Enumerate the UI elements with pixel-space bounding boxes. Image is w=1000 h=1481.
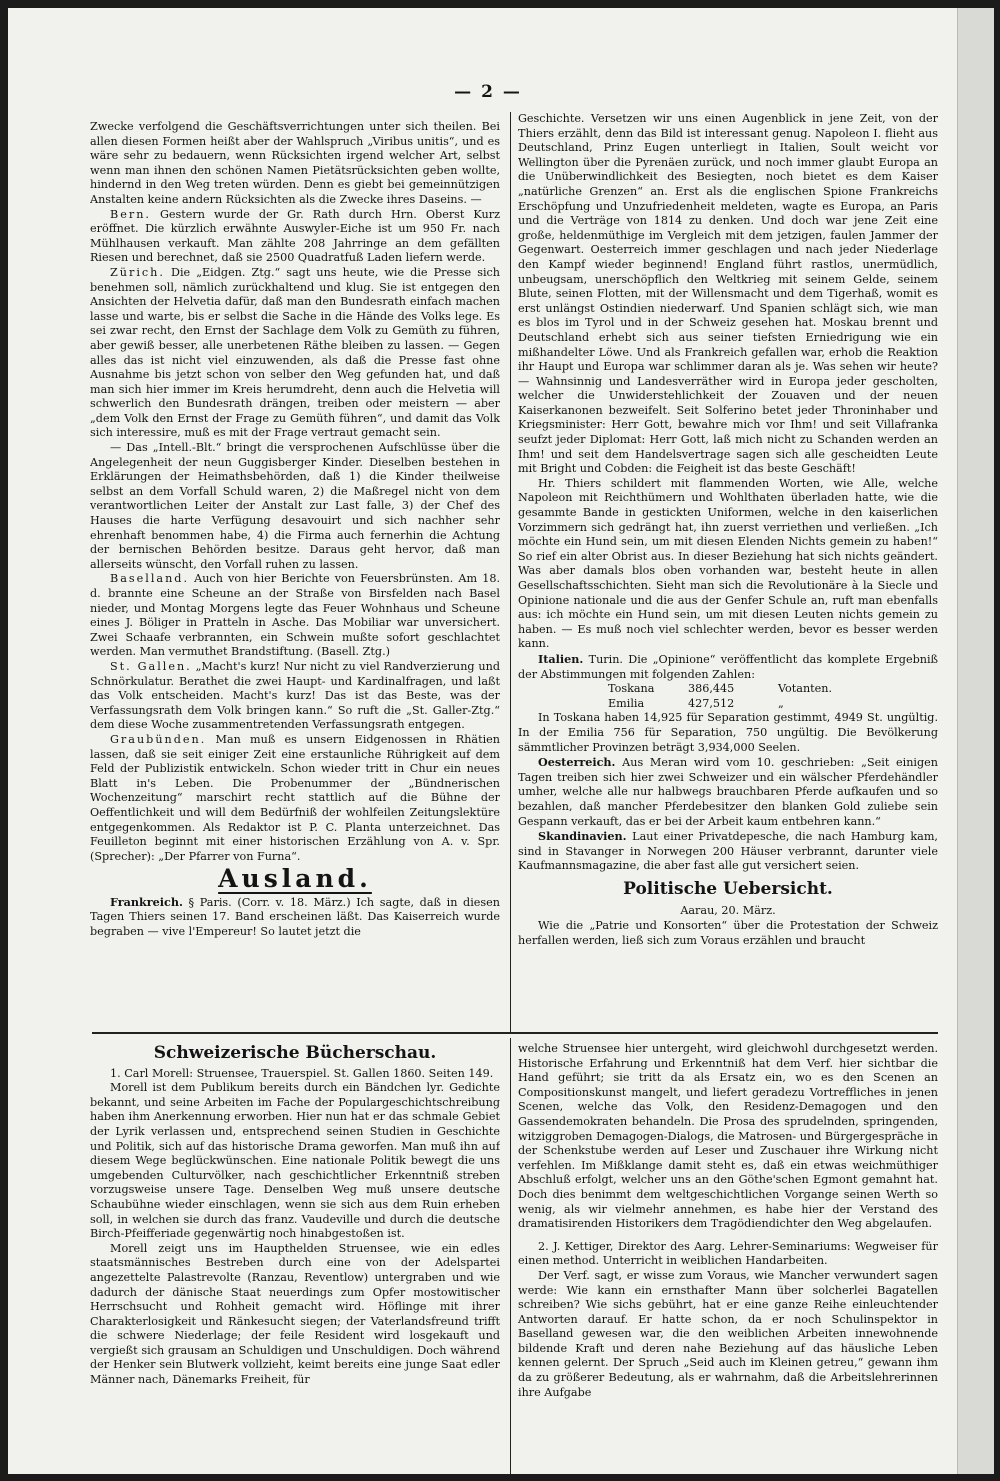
baselland-source: (Basell. Ztg.) (316, 645, 391, 659)
zuerich-place: Zürich. (110, 265, 165, 279)
italien-paragraph (518, 652, 938, 682)
intro-paragraph: Zwecke verfolgend die Geschäftsverrichtungen unter sich theilen. Bei allen diesen Formen heißt aber der Wahlspruch „Viribus unitis“, und es wäre sehr zu bedauern, wenn Rücksichten irgend welcher Art, selbst wenn man ihnen den schönen Namen Pietätsrücksichten geben wollte, hindernd in den Weg treten würden. Denn es giebt bei gemeinnützigen Anstalten keine andern Rücksichten als die Zwecke ihres Daseins. — (90, 120, 500, 206)
result-label: Votanten. (778, 682, 833, 696)
stgallen-place: St. Gallen. (110, 659, 192, 673)
skandinavien-paragraph (518, 829, 938, 874)
oesterreich-label: Oesterreich. (538, 755, 616, 770)
italien-text: Turin. Die „Opinione“ veröffentlicht das komplete Ergebniß der Abstimmungen mit folgenden Zahlen: (518, 652, 938, 681)
graubuenden-place: Graubünden. (110, 732, 207, 746)
result-label: „ (778, 696, 784, 710)
graubuenden-paragraph (90, 733, 500, 864)
stgallen-paragraph (90, 660, 500, 733)
geschichte-paragraph: Geschichte. Versetzen wir uns einen Augenblick in jene Zeit, von der Thiers erzählt, denn das Bild ist interessant genug. Napoleon I. flieht aus Deutschland, Prinz Eugen unterliegt in Italien, Soult weicht vor Wellington über die Pyrenäen zurück, und noch immer glaubt Europa an die Unüberwindlichkeit des Besiegten, noch bietet es dem Kaiser „natürliche Grenzen“ an. Erst als die englischen Spione Frankreichs Erschöpfung und Unzufriedenheit meldeten, wagte es Europa, an Paris und die Verträge von 1814 zu denken. Und doch war jene Zeit eine große, heldenmüthige im Vergleich mit dem jetzigen, faulen Jammer der Gegenwart. Oesterreich immer geschlagen und nach jeder Niederlage den Kampf wieder beginnend! England führt rastlos, unermüdlich, unbeugsam, unerschöpflich den Weltkrieg mit seinem Gelde, seinem Blute, seinen Flotten, mit der Willensmacht und dem Tigerhaß, womit es erst unlängst Ostindien niederwarf. Und Spanien schlägt sich, wie man es blos im Tyrol und in der Schweiz gesehen hat. Moskau brennt und Deutschland erhebt sich aus seiner tiefsten Erniedrigung wie ein mißhandelter Löwe. Und als Frankreich gefallen war, erhob die Reaktion ihr Haupt und Europa war schlimmer daran als je. Was sehen wir heute? — Wahnsinnig und Landesverräther wird in Europa jeder gescholten, welcher die Unwiderstehlichkeit der Zouaven und der neuen Kaiserkanonen bezweifelt. Seit Solferino betet jeder Throninhaber und Kriegsminister: Herr Gott, bewahre mich vor Ihm! und seit Villafranka seufzt jeder Diplomat: Herr Gott, laß mich nicht zu Schanden werden an Ihm! und seit dem Handelsvertrage sagen sich alle gescheidten Leute mit Bright und Cobden: die Feigheit ist das beste Geschäft! (518, 112, 938, 476)
result-region: Toskana (608, 682, 655, 696)
feuilleton-right-column (518, 1042, 938, 1468)
baselland-paragraph (90, 572, 500, 660)
newspaper-page (8, 8, 994, 1474)
item1-continuation: welche Struensee hier untergeht, wird gleichwohl durchgesetzt werden. Historische Erfahrung und Erkenntniß hat dem Verf. hier sichtbar die Hand geführt; sie tritt da als Ersatz ein, wo es den Scenen an Compositionskunst mangelt, und liefert geradezu Vortreffliches in jenen Scenen, welche das Volk, den Residenz-Demagogen und den Gassendemokraten behandeln. Die Prosa des sprudelnden, springenden, witziggroben Demagogen-Dialogs, die Matrosen- und Bürgergespräche in der Schenkstube werden auf Leser und Zuschauer ihre Wirkung nicht verfehlen. Im Mißklange damit steht es, daß ein etwas weichmüthiger Abschluß erfolgt, welcher uns an den Göthe'schen Egmont gemahnt hat. Doch dies benimmt dem weltgeschichtlichen Vorgange seinen Werth so wenig, als wir vielmehr annehmen, es habe hier der Verstand des dramatisirenden Historikers dem Tragödiendichter den Weg abgelaufen. (518, 1042, 938, 1231)
italien-results (518, 682, 938, 711)
frankreich-paragraph (90, 895, 500, 940)
ausland-heading: Ausland. (218, 864, 372, 894)
result-votes: 427,512 (688, 696, 735, 710)
intell-paragraph: — Das „Intell.-Blt.“ bringt die versprochenen Aufschlüsse über die Angelegenheit der neun Guggisberger Kinder. Dieselben bestehen in Erklärungen der Heimathsbehörden, daß 1) die Kinder theilweise selbst an dem Vorfall Schuld waren, 2) die Maßregel nicht von dem verantwortlichen Leiter der Anstalt zur Last falle, 3) der Chef des Hauses die harte Verfügung desavouirt und sich nachher sehr ehrenhaft benommen habe, 4) die Firma auch fernerhin die Achtung der bernischen Behörden besitze. Daraus geht hervor, daß man allerseits wünscht, den Vorfall ruhen zu lassen. (90, 441, 500, 571)
frankreich-text: § Paris. (Corr. v. 18. März.) Ich sagte, daß in diesen Tagen Thiers seinen 17. Band erscheinen läßt. Das Kaiserreich wurde begraben — vive l'Empereur! So lautet jetzt die (90, 895, 500, 939)
feuilleton-divider (92, 1032, 938, 1034)
column-divider (510, 112, 511, 1032)
stgallen-text: „Macht's kurz! Nur nicht zu viel Randverzierung und Schnörkulatur. Berathet die zwei Haupt- und Kardinalfragen, und laßt das Volk entscheiden. Macht's kurz! Das ist das Beste, was der Verfassungsrath dem Volk bringen kann.“ So ruft die „St. Galler-Ztg.“ dem diese Woche zusammentretenden Verfassungsrath entgegen. (90, 659, 500, 732)
feuilleton-heading: Schweizerische Bücherschau. (153, 1043, 437, 1063)
zuerich-paragraph (90, 266, 500, 441)
skandinavien-label: Skandinavien. (538, 829, 627, 844)
zuerich-text: Die „Eidgen. Ztg.“ sagt uns heute, wie die Presse sich benehmen soll, nämlich zurückhaltend und klug. Sie ist entgegen den Ansichten der Helvetia dafür, daß man den Bundesrath einfach machen lasse und warte, bis er selbst die Sache in die Hände des Volks lege. Es sei zwar recht, den Ernst der Sachlage dem Volk zu Gemüth zu führen, aber gewiß besser, alle unerbetenen Räthe bleiben zu lassen. — Gegen alles das ist nicht viel einzuwenden, als daß die Presse fast ohne Ausnahme bis jetzt schon von selber den Weg gefunden hat, und daß man sich hier immer im Kreis herumdreht, denn auch die Helvetia will schwerlich den Bundesrath drängen, treiben oder meistern — aber „dem Volk den Ernst der Frage zu Gemüth führen“, und damit das Volk sich interessire, muß es mit der Frage vertraut gemacht sein. (90, 265, 500, 440)
right-column (518, 112, 938, 1025)
baselland-text: Auch von hier Berichte von Feuersbrünsten. Am 18. d. brannte eine Scheune an der Straße von Birsfelden nach Basel nieder, und Montag Morgens legte das Feuer Wohnhaus und Scheune eines J. Böliger in Pratteln in Asche. Das Mobiliar war unversichert. Zwei Schaafe verbrannten, ein Schwein mußte sofort geschlachtet werden. Man vermuthet Brandstiftung. (90, 572, 500, 659)
bern-paragraph (90, 208, 500, 266)
result-votes: 386,445 (688, 682, 735, 696)
bern-text: Gestern wurde der Gr. Rath durch Hrn. Oberst Kurz eröffnet. Die kürzlich erwähnte Auswyler-Eiche ist um 950 Fr. nach Mühlhausen verkauft. Man zählte 208 Jahrringe an dem gefällten Riesen und berechnet, daß sie 2500 Quadratfuß Laden liefern werde. (90, 207, 500, 265)
item1-paragraph: Morell ist dem Publikum bereits durch ein Bändchen lyr. Gedichte bekannt, und seine Arbeiten im Fache der Populargeschichtschreibung haben ihm Anerkennung erworben. Hier nun hat er das schmale Gebiet der Lyrik verlassen und, entsprechend seinen Studien in Geschichte und Politik, sich auf das historische Drama geworfen. Man muß ihn auf diesem Wege beglückwünschen. Eine nationale Politik bewegt die uns umgebenden Culturvölker, nach geschichtlicher Erkenntniß streben vorzugsweise unsere Tage. Denselben Weg muß unsere deutsche Schaubühne wieder einschlagen, wenn sie sich aus dem Ruin erheben soll, in welchen sie durch das franz. Vaudeville und durch die deutsche Birch-Pfeifferiade gegenwärtig noch hinabgestoßen ist. (90, 1081, 500, 1241)
graubuenden-text: Man muß es unsern Eidgenossen in Rhätien lassen, daß sie seit einiger Zeit eine erstaunliche Rührigkeit auf dem Feld der Publizistik entwickeln. Schon wieder tritt in Chur ein neues Blatt in's Leben. Die Probenummer der „Bündnerischen Wochenzeitung“ marschirt recht stattlich auf die Bühne der Oeffentlichkeit und will dem Bedürfniß der wohlfeilen Zeitungslektüre entgegenkommen. Als Redaktor ist P. C. Planta unterzeichnet. Das Feuilleton beginnt mit einer historischen Erzählung von A. v. Spr. (Sprecher): „Der Pfarrer von Furna“. (90, 732, 500, 863)
feuilleton-left-column (90, 1042, 500, 1468)
book-page-edge (957, 8, 994, 1474)
politische-paragraph: Wie die „Patrie und Konsorten“ über die Protestation der Schweiz herfallen werden, ließ sich zum Voraus erzählen und braucht (518, 919, 938, 947)
bern-place: Bern. (110, 207, 151, 221)
frankreich-label: Frankreich. (110, 894, 183, 909)
italien-after-paragraph: In Toskana haben 14,925 für Separation gestimmt, 4949 St. ungültig. In der Emilia 756 für Separation, 750 ungültig. Die Bevölkerung sämmtlicher Provinzen beträgt 3,934,000 Seelen. (518, 711, 938, 754)
item1-paragraph-2: Morell zeigt uns im Haupthelden Struensee, wie ein edles staatsmännisches Bestreben durch eine von der Adelspartei angezettelte Palastrevolte (Ranzau, Reventlow) untergraben und wie dadurch der dänische Staat neuerdings zum Opfer mostowitischer Herrschsucht und Rohheit gemacht wird. Höflinge mit ihrer Charakterlosigkeit und Ränkesucht siegen; der Vaterlandsfreund trifft die schwere Niederlage; der feile Resident wird losgekauft und vergießt sich grausam an Schuldigen und Unschuldigen. Doch während der Henker sein Blutwerk vollzieht, keimt bereits eine junge Saat edler Männer nach, Dänemarks Freiheit, für (90, 1241, 500, 1387)
politische-dateline: Aarau, 20. März. (680, 904, 776, 918)
item2-title: 2. J. Kettiger, Direktor des Aarg. Lehrer-Seminariums: Wegweiser für einen method. Unterricht in weiblichen Handarbeiten. (518, 1239, 938, 1268)
politische-heading: Politische Uebersicht. (623, 878, 833, 899)
baselland-place: Baselland. (110, 572, 190, 586)
oesterreich-text: Aus Meran wird vom 10. geschrieben: „Seit einigen Tagen treiben sich hier zwei Schweizer und ein wälscher Pferdehändler umher, welche alle nur halbwegs brauchbaren Pferde aufkaufen und so bezahlen, daß mancher Pferdebesitzer den blanken Gold zuliebe sein Gespann verkauft, das er bei der Arbeit kaum entbehren kann.“ (518, 756, 938, 828)
italien-label: Italien. (538, 651, 584, 666)
item2-paragraph: Der Verf. sagt, er wisse zum Voraus, wie Mancher verwundert sagen werde: Wie kann ein ernsthafter Mann über solcherlei Bagatellen schreiben? Wie sichs gebührt, hat er eine ganze Reihe einleuchtender Antworten darauf. Er hatte schon, da er noch Schulinspektor in Baselland gewesen war, die den weiblichen Arbeiten innewohnende bildende Kraft und deren nahe Beziehung auf das häusliche Leben kennen gelernt. Der Spruch „Seid auch im Kleinen getreu,“ gewann ihm da zu größerer Bedeutung, als er wahrnahm, daß die Arbeitslehrerinnen ihre Aufgabe (518, 1268, 938, 1399)
skandinavien-text: Laut einer Privatdepesche, die nach Hamburg kam, sind in Stavanger in Norwegen 200 Häuser verbrannt, darunter viele Kaufmannsmagazine, die aber fast alle gut versichert seien. (518, 830, 938, 873)
thiers-paragraph: Hr. Thiers schildert mit flammenden Worten, wie Alle, welche Napoleon mit Reichthümern und Wohlthaten überladen hatte, wie die gesammte Bande in gestickten Uniformen, welche in den kaiserlichen Vorzimmern sich gedrängt hat, ihn zuerst verriethen und verließen. „Ich möchte ein Hund sein, um mit diesen Elenden Nichts gemein zu haben!“ So rief ein alter Obrist aus. In dieser Beziehung hat sich nichts geändert. Was aber damals blos oben vorhanden war, besteht heute in allen Gesellschaftsschichten. Sieht man sich die Revolutionäre à la Siecle und Opinione nationale und die aus der Genfer Schule an, ruft man ebenfalls aus: ich möchte ein Hund sein, um mit diesen Leuten nichts gemein zu haben. — Es muß noch viel schlechter werden, bevor es besser werden kann. (518, 476, 938, 651)
item1-title: 1. Carl Morell: Struensee, Trauerspiel. St. Gallen 1860. Seiten 149. (110, 1066, 494, 1080)
result-region: Emilia (608, 696, 645, 710)
feuilleton-column-divider (510, 1038, 511, 1474)
page-number: — 2 — (454, 82, 522, 102)
oesterreich-paragraph (518, 755, 938, 829)
left-column (90, 120, 500, 1025)
